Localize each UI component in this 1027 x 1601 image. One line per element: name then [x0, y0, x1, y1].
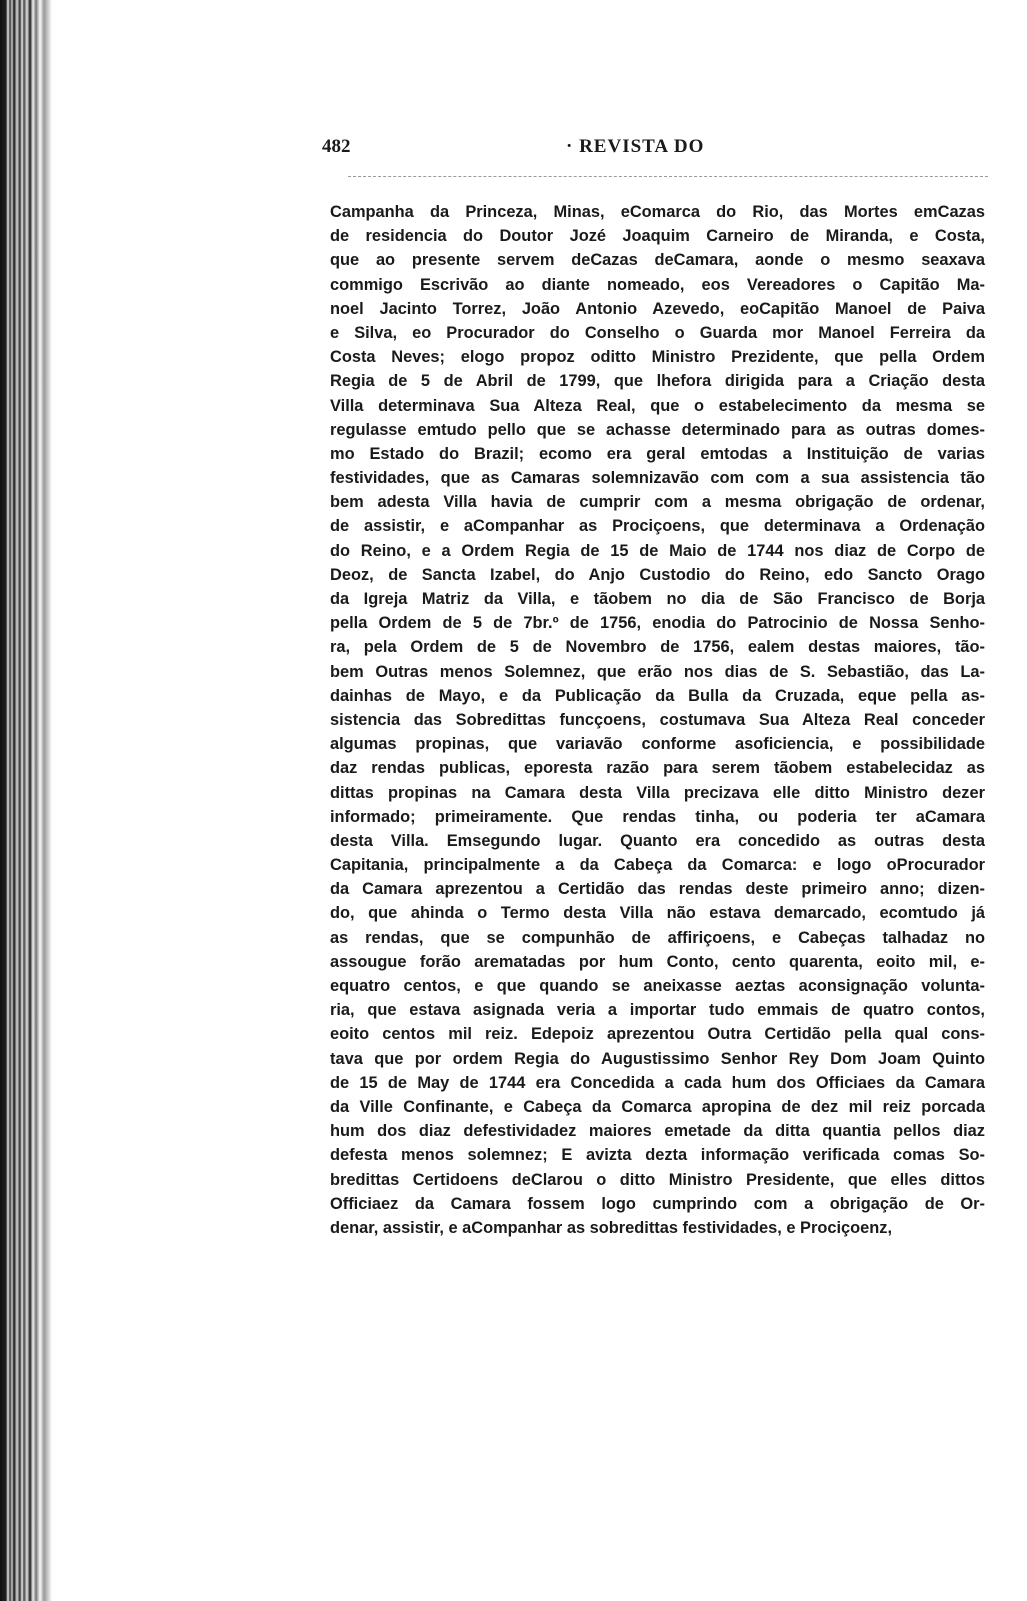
text-line: Capitania, principalmente a da Cabeça da Comarca: e logo oProcurador [330, 856, 985, 875]
text-line: noel Jacinto Torrez, João Antonio Azevedo, eoCapitão Manoel de Paiva [330, 299, 985, 318]
text-line: de residencia do Doutor Jozé Joaquim Carneiro de Miranda, e Costa, [330, 227, 985, 246]
text-line: Deoz, de Sancta Izabel, do Anjo Custodio do Reino, edo Sancto Orago [330, 565, 985, 584]
text-line: Costa Neves; elogo propoz oditto Ministro Prezidente, que pella Ordem [330, 348, 985, 367]
text-line: mo Estado do Brazil; ecomo era geral emtodas a Instituição de varias [330, 444, 985, 463]
text-line: que ao presente servem deCazas deCamara, aonde o mesmo seaxava [330, 251, 985, 270]
text-line: da Camara aprezentou a Certidão das rendas deste primeiro anno; dizen- [330, 880, 985, 899]
text-line: bredittas Certidoens deClarou o ditto Ministro Presidente, que elles dittos [330, 1170, 985, 1189]
text-line: algumas propinas, que variavão conforme asoficiencia, e possibilidade [330, 735, 985, 754]
running-head: · REVISTA DO [566, 136, 705, 157]
book-spine-shadow [0, 0, 72, 1601]
text-line: ria, que estava asignada veria a importar tudo emmais de quatro contos, [330, 1001, 985, 1020]
text-line: hum dos diaz defestividadez maiores emetade da ditta quantia pellos diaz [330, 1122, 985, 1141]
text-line: bem adesta Villa havia de cumprir com a mesma obrigação de ordenar, [330, 493, 985, 512]
text-line: commigo Escrivão ao diante nomeado, eos Vereadores o Capitão Ma- [330, 275, 985, 294]
text-line: dittas propinas na Camara desta Villa precizava elle ditto Ministro dezer [330, 783, 985, 802]
text-line: Officiaez da Camara fossem logo cumprindo com a obrigação de Or- [330, 1194, 985, 1213]
text-line: bem Outras menos Solemnez, que erão nos dias de S. Sebastião, das La- [330, 662, 985, 681]
text-line: do, que ahinda o Termo desta Villa não estava demarcado, ecomtudo já [330, 904, 985, 923]
text-line: Regia de 5 de Abril de 1799, que lhefora dirigida para a Criação desta [330, 372, 985, 391]
text-line: tava que por ordem Regia do Augustissimo Senhor Rey Dom Joam Quinto [330, 1049, 985, 1068]
header-rule [348, 176, 988, 177]
text-line: de assistir, e aCompanhar as Prociçoens, que determinava a Ordenação [330, 517, 985, 536]
text-line: da Igreja Matriz da Villa, e tãobem no dia de São Francisco de Borja [330, 590, 985, 608]
text-line: defesta menos solemnez; E avizta dezta informação verificada comas So- [330, 1146, 985, 1165]
text-line: desta Villa. Emsegundo lugar. Quanto era concedido as outras desta [330, 831, 985, 850]
text-line: da Ville Confinante, e Cabeça da Comarca apropina de dez mil reiz porcada [330, 1097, 985, 1116]
text-line: pella Ordem de 5 de 7br.º de 1756, enodia do Patrocinio de Nossa Senho- [330, 614, 985, 633]
text-line: daz rendas publicas, eporesta razão para serem tãobem estabelecidaz as [330, 759, 985, 778]
text-line: eoito centos mil reiz. Edepoiz aprezentou Outra Certidão pella qual cons- [330, 1025, 985, 1044]
text-line: Campanha da Princeza, Minas, eComarca do Rio, das Mortes emCazas [330, 203, 985, 221]
text-line: denar, assistir, e aCompanhar as sobredittas festividades, e Prociçoenz, [330, 1218, 893, 1237]
text-line: informado; primeiramente. Que rendas tinha, ou poderia ter aCamara [330, 807, 985, 826]
text-line: do Reino, e a Ordem Regia de 15 de Maio de 1744 nos diaz de Corpo de [330, 541, 985, 560]
text-line: e Silva, eo Procurador do Conselho o Guarda mor Manoel Ferreira da [330, 323, 985, 342]
page-number: 482 [322, 136, 351, 157]
text-line: as rendas, que se compunhão de affiriçoens, e Cabeças talhadaz no [330, 928, 985, 947]
body-text [330, 200, 985, 1240]
text-line: regulasse emtudo pello que se achasse determinado para as outras domes- [330, 420, 985, 439]
page-header [322, 136, 982, 166]
text-line: festividades, que as Camaras solemnizavão com com a sua assistencia tão [330, 469, 985, 488]
text-line: dainhas de Mayo, e da Publicação da Bulla da Cruzada, eque pella as- [330, 686, 985, 705]
text-line: sistencia das Sobredittas funcçoens, costumava Sua Alteza Real conceder [330, 710, 985, 729]
text-line: assougue forão arematadas por hum Conto, cento quarenta, eoito mil, e- [330, 952, 985, 971]
text-line: de 15 de May de 1744 era Concedida a cada hum dos Officiaes da Camara [330, 1073, 985, 1092]
text-line: equatro centos, e que quando se aneixasse aeztas aconsignação volunta- [330, 977, 985, 995]
text-line: Villa determinava Sua Alteza Real, que o estabelecimento da mesma se [330, 396, 985, 415]
text-line: ra, pela Ordem de 5 de Novembro de 1756, ealem destas maiores, tão- [330, 638, 985, 657]
